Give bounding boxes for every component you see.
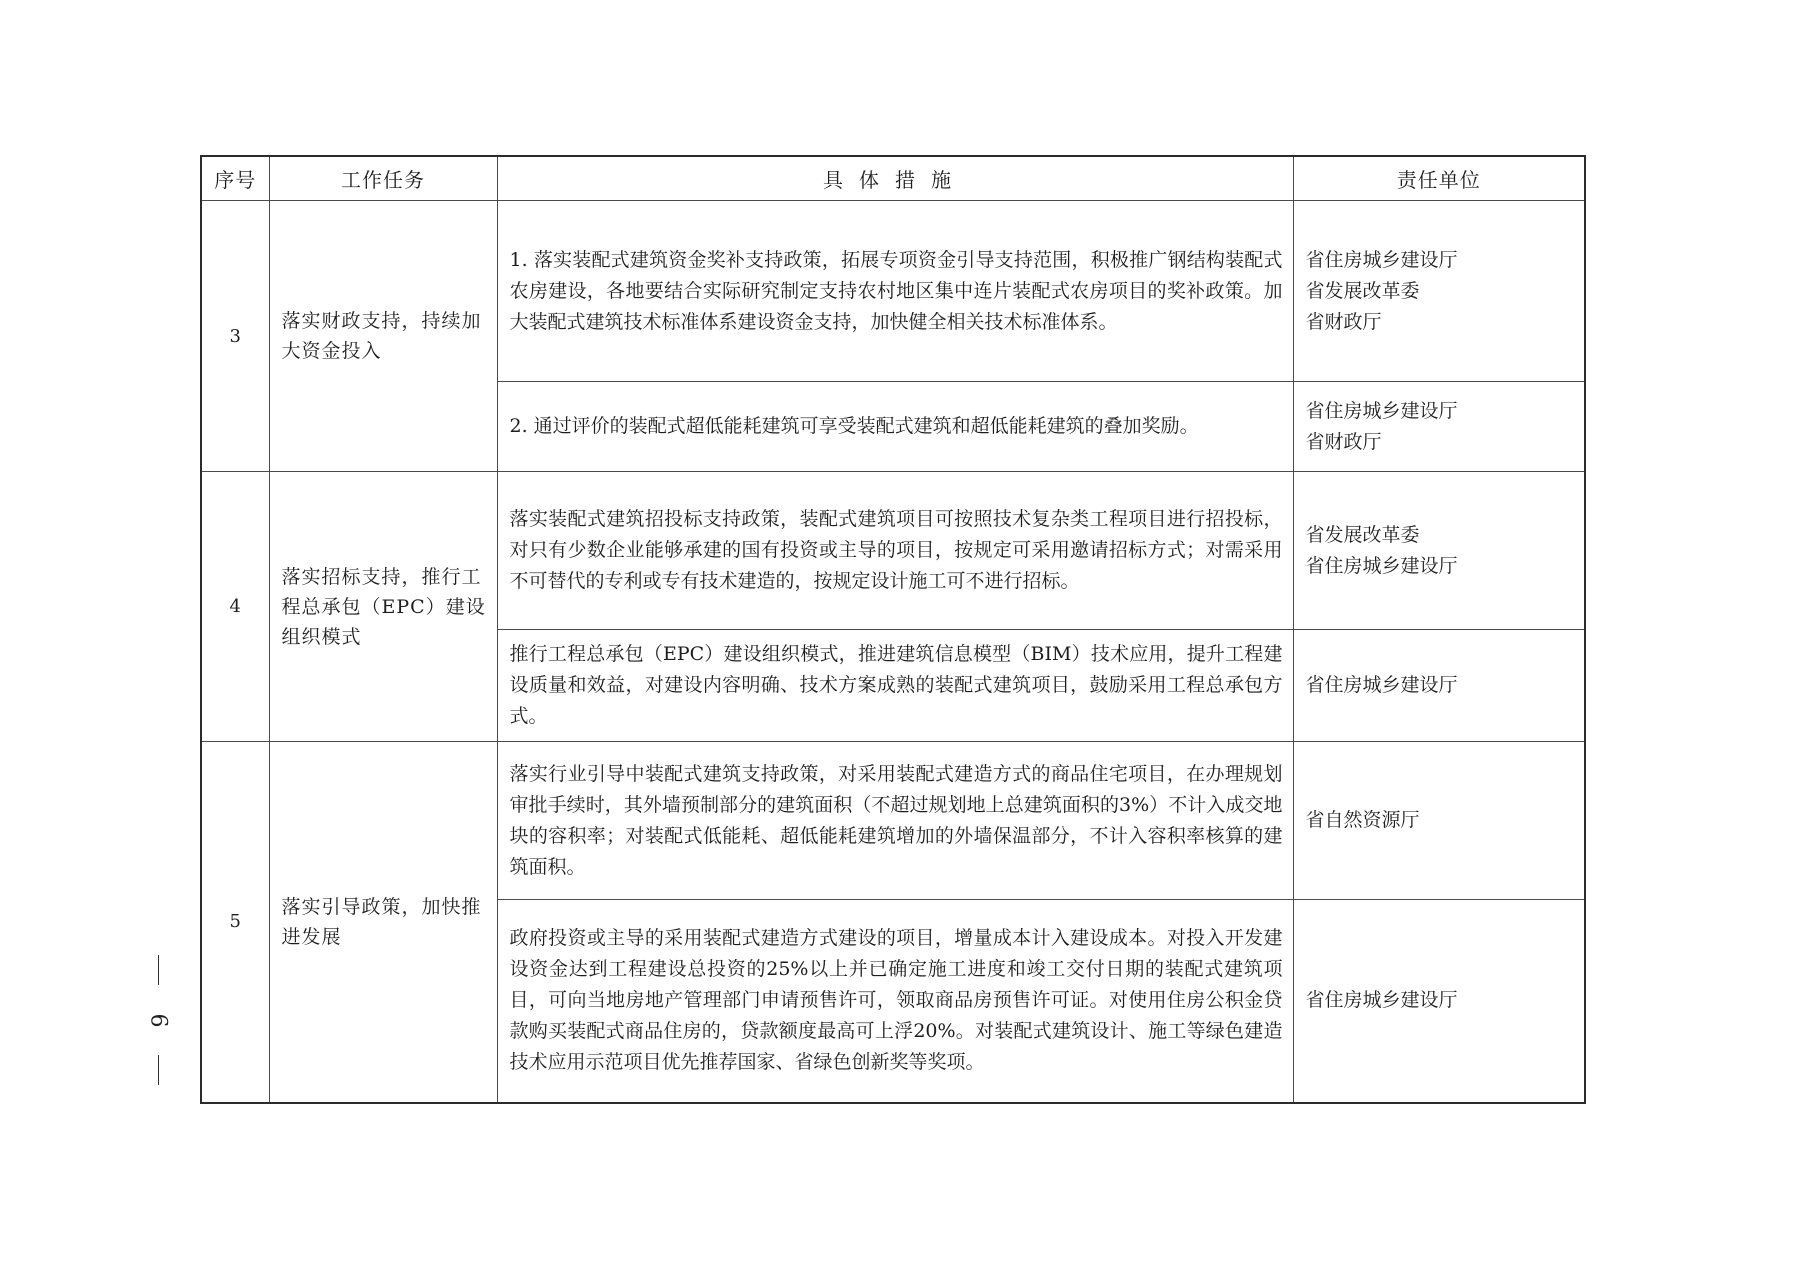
unit-cell: 省住房城乡建设厅 省财政厅: [1293, 382, 1585, 472]
unit-cell: 省住房城乡建设厅 省发展改革委 省财政厅: [1293, 201, 1585, 382]
seq-cell: 4: [201, 472, 269, 742]
measures-table: [200, 155, 1586, 1104]
measure-cell: 2. 通过评价的装配式超低能耗建筑可享受装配式建筑和超低能耗建筑的叠加奖励。: [497, 382, 1293, 472]
header-seq: 序号: [201, 156, 269, 201]
measure-cell: 政府投资或主导的采用装配式建造方式建设的项目，增量成本计入建设成本。对投入开发建设资金达到工程建设总投资的25%以上并已确定施工进度和竣工交付日期的装配式建筑项目，可向当地房地产管理部门申请预售许可，领取商品房预售许可证。对使用住房公积金贷款购买装配式商品住房的，贷款额度最高可上浮20%。对装配式建筑设计、施工等绿色建造技术应用示范项目优先推荐国家、省绿色创新奖等奖项。: [497, 900, 1293, 1103]
task-cell: 落实招标支持，推行工程总承包（EPC）建设组织模式: [269, 472, 497, 742]
unit-cell: 省自然资源厅: [1293, 742, 1585, 900]
task-cell: 落实引导政策，加快推进发展: [269, 742, 497, 1103]
measure-cell: 1. 落实装配式建筑资金奖补支持政策，拓展专项资金引导支持范围，积极推广钢结构装配式农房建设，各地要结合实际研究制定支持农村地区集中连片装配式农房项目的奖补政策。加大装配式建筑技术标准体系建设资金支持，加快健全相关技术标准体系。: [497, 201, 1293, 382]
table-row: [201, 472, 1585, 630]
table-row: [201, 742, 1585, 900]
measure-cell: 落实装配式建筑招投标支持政策，装配式建筑项目可按照技术复杂类工程项目进行招投标，对只有少数企业能够承建的国有投资或主导的项目，按规定可采用邀请招标方式；对需采用不可替代的专利或专有技术建造的，按规定设计施工可不进行招标。: [497, 472, 1293, 630]
page-number-dash-bottom: [158, 1055, 159, 1085]
page-number-value: 6: [145, 1013, 171, 1027]
measure-cell: 落实行业引导中装配式建筑支持政策，对采用装配式建造方式的商品住宅项目，在办理规划审批手续时，其外墙预制部分的建筑面积（不超过规划地上总建筑面积的3%）不计入成交地块的容积率；对装配式低能耗、超低能耗建筑增加的外墙保温部分，不计入容积率核算的建筑面积。: [497, 742, 1293, 900]
header-unit: 责任单位: [1293, 156, 1585, 201]
unit-cell: 省住房城乡建设厅: [1293, 630, 1585, 742]
seq-cell: 3: [201, 201, 269, 472]
page-number: [146, 955, 170, 1085]
page-number-dash-top: [158, 955, 159, 985]
table-header-row: [201, 156, 1585, 201]
header-task: 工作任务: [269, 156, 497, 201]
header-measures: 具体措施: [497, 156, 1293, 201]
unit-cell: 省发展改革委 省住房城乡建设厅: [1293, 472, 1585, 630]
measure-cell: 推行工程总承包（EPC）建设组织模式，推进建筑信息模型（BIM）技术应用，提升工程建设质量和效益，对建设内容明确、技术方案成熟的装配式建筑项目，鼓励采用工程总承包方式。: [497, 630, 1293, 742]
seq-cell: 5: [201, 742, 269, 1103]
unit-cell: 省住房城乡建设厅: [1293, 900, 1585, 1103]
table-row: [201, 201, 1585, 382]
task-cell: 落实财政支持，持续加大资金投入: [269, 201, 497, 472]
